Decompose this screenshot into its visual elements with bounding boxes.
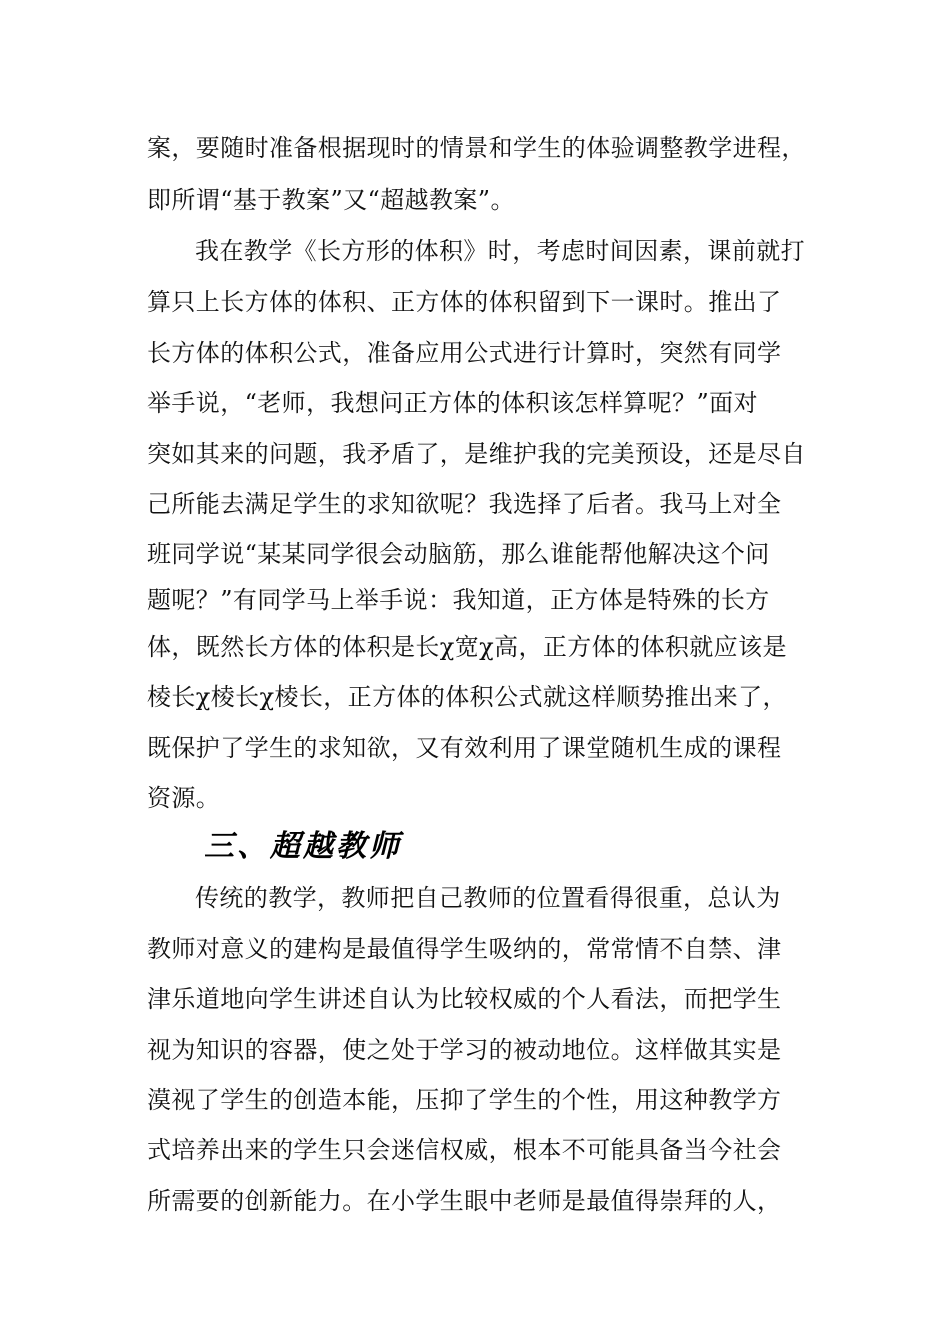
paragraph-3-line-1: 传统的教学，教师把自己教师的位置看得很重，总认为	[195, 884, 781, 912]
paragraph-2-line-12: 资源。	[147, 784, 221, 812]
paragraph-1-line-1: 案，要随时准备根据现时的情景和学生的体验调整教学进程，	[147, 134, 806, 162]
paragraph-3-line-6: 式培养出来的学生只会迷信权威，根本不可能具备当今社会	[147, 1136, 782, 1164]
paragraph-2-line-2: 算只上长方体的体积、正方体的体积留到下一课时。推出了	[147, 288, 782, 316]
paragraph-2-line-4: 举手说，“老师，我想问正方体的体积该怎样算呢？”面对	[147, 389, 758, 417]
paragraph-2-line-3: 长方体的体积公式，准备应用公式进行计算时，突然有同学	[147, 339, 782, 367]
paragraph-2-line-9: 体，既然长方体的体积是长χ宽χ高，正方体的体积就应该是	[147, 633, 787, 661]
paragraph-3-line-5: 漠视了学生的创造本能，压抑了学生的个性，用这种教学方	[147, 1086, 782, 1114]
paragraph-3-line-4: 视为知识的容器，使之处于学习的被动地位。这样做其实是	[147, 1036, 782, 1064]
paragraph-3-line-3: 津乐道地向学生讲述自认为比较权威的个人看法，而把学生	[147, 985, 782, 1013]
paragraph-3-line-7: 所需要的创新能力。在小学生眼中老师是最值得崇拜的人，	[147, 1187, 782, 1215]
paragraph-2-line-10: 棱长χ棱长χ棱长，正方体的体积公式就这样顺势推出来了，	[147, 683, 787, 711]
paragraph-2-line-5: 突如其来的问题，我矛盾了，是维护我的完美预设，还是尽自	[147, 440, 806, 468]
paragraph-3-line-2: 教师对意义的建构是最值得学生吸纳的，常常情不自禁、津	[147, 935, 782, 963]
paragraph-2-line-1: 我在教学《长方形的体积》时，考虑时间因素，课前就打	[195, 237, 805, 265]
paragraph-2-line-7: 班同学说“某某同学很会动脑筋，那么谁能帮他解决这个问	[147, 540, 770, 568]
paragraph-2-line-11: 既保护了学生的求知欲，又有效利用了课堂随机生成的课程	[147, 734, 782, 762]
section-heading: 三、超越教师	[204, 829, 402, 864]
paragraph-2-line-6: 己所能去满足学生的求知欲呢？我选择了后者。我马上对全	[147, 490, 782, 518]
paragraph-2-line-8: 题呢？”有同学马上举手说：我知道，正方体是特殊的长方	[147, 586, 770, 614]
paragraph-1-line-2: 即所谓“基于教案”又“超越教案”。	[147, 186, 515, 214]
